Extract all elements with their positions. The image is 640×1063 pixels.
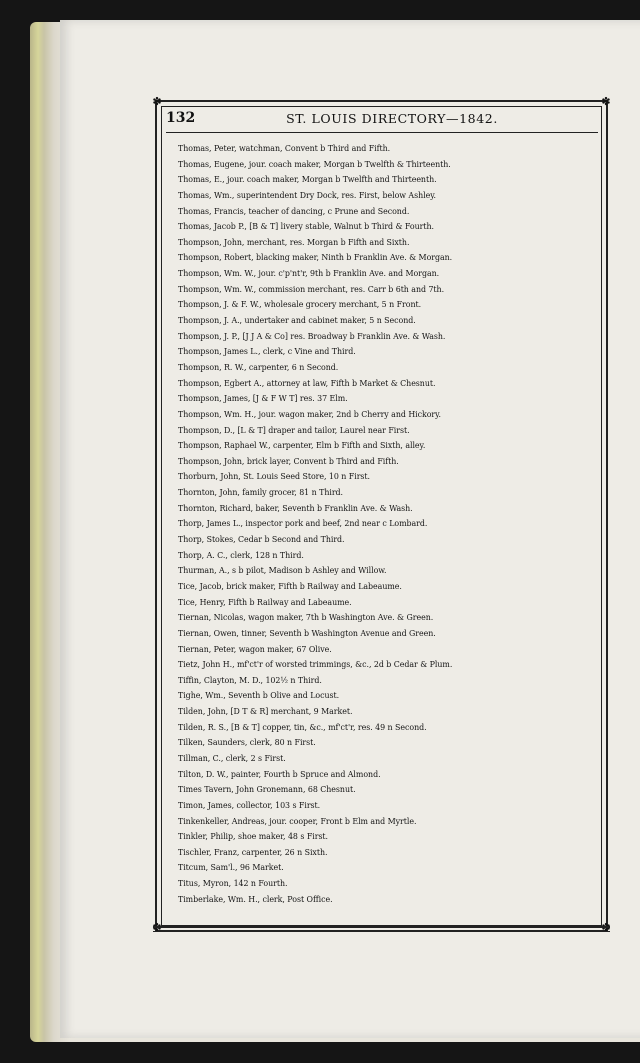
directory-entry: Timberlake, Wm. H., clerk, Post Office.	[178, 894, 333, 904]
directory-entry: Tilken, Saunders, clerk, 80 n First.	[178, 738, 316, 748]
directory-entry: Thornton, John, family grocer, 81 n Third.	[178, 488, 344, 498]
directory-entry: Thompson, Raphael W., carpenter, Elm b Fifth and Sixth, alley.	[178, 441, 426, 451]
corner-ornament-icon: ✽	[601, 95, 611, 108]
directory-entry: Tilden, R. S., [B & T] copper, tin, &c., mf'ct'r, res. 49 n Second.	[178, 722, 427, 732]
directory-entry: Thomas, Jacob P., [B & T] livery stable, Walnut b Third & Fourth.	[178, 222, 434, 232]
corner-ornament-icon: ✽	[152, 921, 162, 934]
directory-entry: Thorp, Stokes, Cedar b Second and Third.	[178, 535, 345, 545]
directory-entry: Thornton, Richard, baker, Seventh b Franklin Ave. & Wash.	[178, 503, 413, 513]
directory-entry: Tilden, John, [D T & R] merchant, 9 Market.	[178, 707, 353, 717]
directory-entry: Thorp, A. C., clerk, 128 n Third.	[178, 550, 304, 560]
directory-entry: Thompson, D., [L & T] draper and tailor, Laurel near First.	[178, 425, 410, 435]
directory-entry: Thompson, Wm. W., commission merchant, res. Carr b 6th and 7th.	[178, 284, 445, 294]
directory-entry: Titcum, Sam'l., 96 Market.	[178, 863, 284, 873]
directory-entry: Tice, Jacob, brick maker, Fifth b Railway and Labeaume.	[178, 581, 402, 591]
directory-entry: Tilton, D. W., painter, Fourth b Spruce and Almond.	[178, 769, 381, 779]
header-rule	[166, 132, 598, 133]
directory-entry: Tinkenkeller, Andreas, jour. cooper, Front b Elm and Myrtle.	[178, 816, 417, 826]
footer-rule	[153, 926, 610, 928]
directory-entry: Thompson, J. & F. W., wholesale grocery merchant, 5 n Front.	[178, 300, 422, 310]
directory-entry: Times Tavern, John Gronemann, 68 Chesnut.	[178, 785, 356, 795]
directory-entry: Thompson, James L., clerk, c Vine and Third.	[178, 347, 356, 357]
directory-entry: Tighe, Wm., Seventh b Olive and Locust.	[178, 691, 340, 701]
directory-entry: Thompson, John, merchant, res. Morgan b Fifth and Sixth.	[178, 237, 410, 247]
directory-entry: Thompson, J. P., [J J A & Co] res. Broadway b Franklin Ave. & Wash.	[178, 331, 446, 341]
directory-entry: Thompson, Egbert A., attorney at law, Fifth b Market & Chesnut.	[178, 378, 436, 388]
directory-entry: Tiernan, Peter, wagon maker, 67 Olive.	[178, 644, 332, 654]
directory-entry: Thompson, J. A., undertaker and cabinet maker, 5 n Second.	[178, 316, 416, 326]
directory-entry: Tiernan, Owen, tinner, Seventh b Washington Avenue and Green.	[178, 628, 436, 638]
directory-entry: Thomas, E., jour. coach maker, Morgan b Twelfth and Thirteenth.	[178, 175, 437, 185]
directory-entry: Thurman, A., s b pilot, Madison b Ashley and Willow.	[178, 566, 387, 576]
page-number: 132	[166, 110, 196, 126]
directory-entry: Thompson, Wm. H., jour. wagon maker, 2nd b Cherry and Hickory.	[178, 409, 441, 419]
directory-entry: Timon, James, collector, 103 s First.	[178, 800, 321, 810]
directory-entry: Thorburn, John, St. Louis Seed Store, 10 n First.	[178, 472, 370, 482]
directory-entry: Tice, Henry, Fifth b Railway and Labeaume.	[178, 597, 352, 607]
directory-entry: Thomas, Wm., superintendent Dry Dock, res. First, below Ashley.	[178, 190, 437, 200]
directory-entry: Tiernan, Nicolas, wagon maker, 7th b Washington Ave. & Green.	[178, 613, 434, 623]
directory-entry: Thorp, James L., inspector pork and beef, 2nd near c Lombard.	[178, 519, 428, 529]
directory-entry: Thomas, Peter, watchman, Convent b Third and Fifth.	[178, 144, 391, 153]
directory-entries	[178, 141, 598, 907]
footer-rule	[153, 931, 610, 932]
directory-entry: Titus, Myron, 142 n Fourth.	[178, 879, 288, 889]
directory-entry: Thompson, Wm. W., jour. c'p'nt'r, 9th b Franklin Ave. and Morgan.	[178, 269, 440, 279]
directory-entry: Thompson, John, brick layer, Convent b Third and Fifth.	[178, 456, 399, 466]
corner-ornament-icon: ✽	[601, 921, 611, 934]
directory-entry: Tinkler, Philip, shoe maker, 48 s First.	[178, 832, 329, 842]
directory-entry: Thompson, Robert, blacking maker, Ninth b Franklin Ave. & Morgan.	[178, 253, 453, 263]
directory-entry: Tietz, John H., mf'ct'r of worsted trimmings, &c., 2d b Cedar & Plum.	[178, 660, 453, 670]
page-header	[166, 110, 598, 130]
directory-entry: Thomas, Francis, teacher of dancing, c Prune and Second.	[178, 206, 410, 216]
directory-entry: Thomas, Eugene, jour. coach maker, Morgan b Twelfth & Thirteenth.	[178, 159, 451, 169]
directory-entry: Tischler, Franz, carpenter, 26 n Sixth.	[178, 847, 328, 857]
corner-ornament-icon: ✽	[152, 95, 162, 108]
directory-entry: Tiffin, Clayton, M. D., 102½ n Third.	[178, 675, 322, 685]
running-title: ST. LOUIS DIRECTORY—1842.	[286, 111, 498, 126]
directory-entry: Thompson, R. W., carpenter, 6 n Second.	[178, 362, 339, 372]
directory-entry: Tillman, C., clerk, 2 s First.	[178, 753, 286, 763]
directory-entry: Thompson, James, [J & F W T] res. 37 Elm.	[178, 394, 348, 404]
